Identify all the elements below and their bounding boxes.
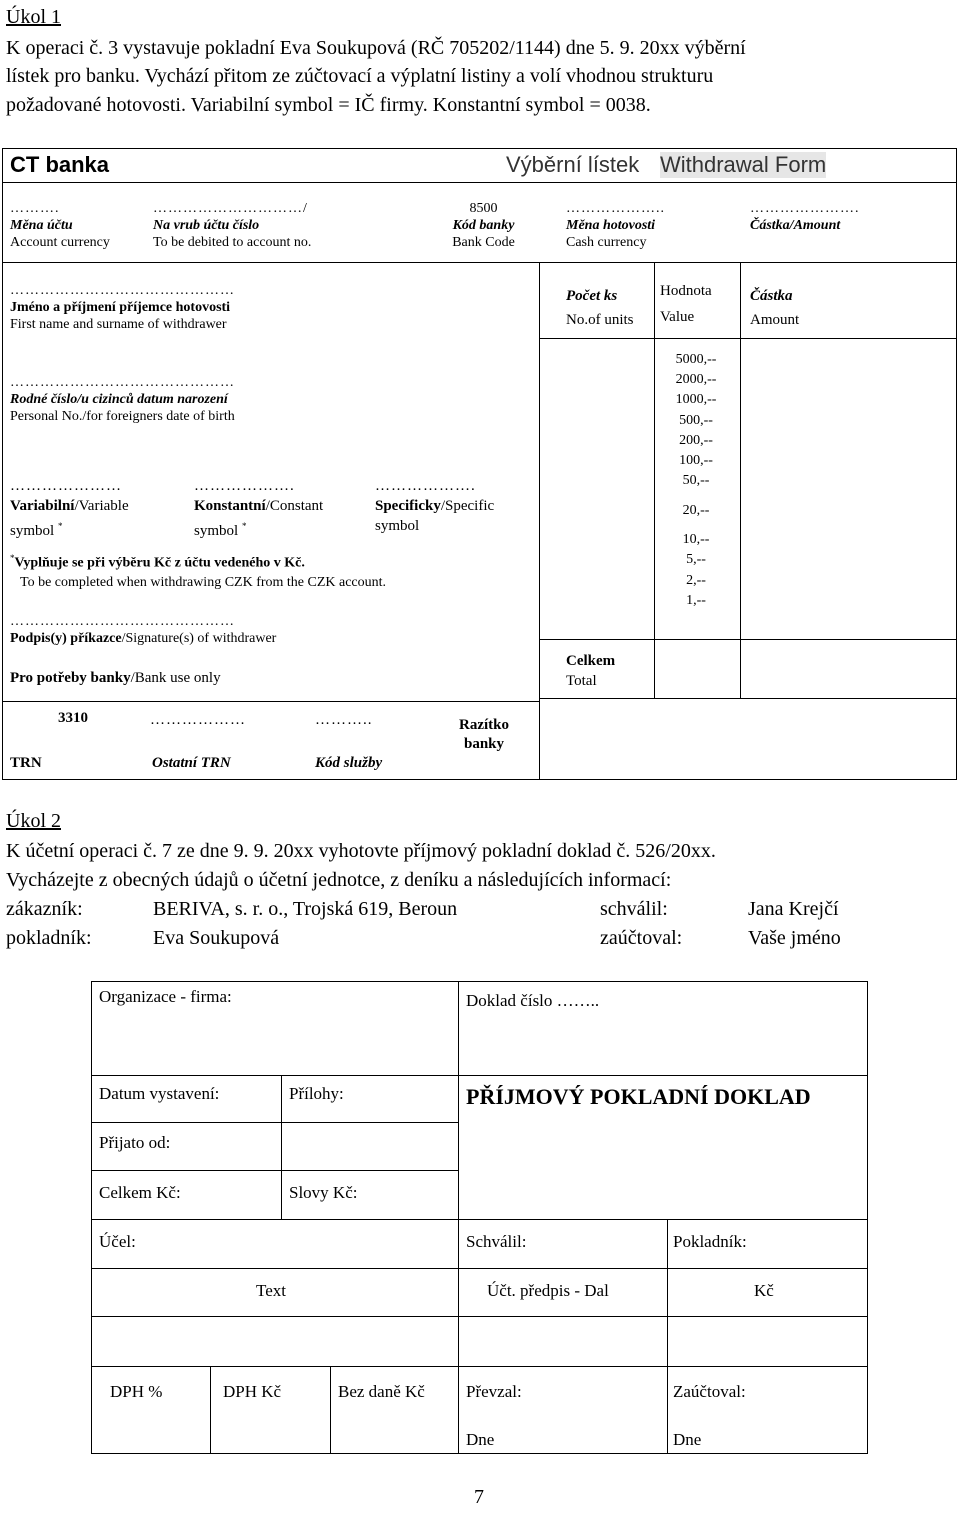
denomination: 1000,-- [675, 392, 717, 407]
denomination: 20,-- [682, 503, 710, 518]
receipt-title: PŘÍJMOVÝ POKLADNÍ DOKLAD [466, 1084, 811, 1109]
cashier-label: pokladník: [6, 927, 92, 949]
approved-label: Schválil: [466, 1232, 527, 1251]
constant-symbol-label-en: /Constant [265, 498, 324, 514]
value-header-cz: Hodnota [660, 283, 712, 299]
divider [91, 1122, 458, 1123]
signature-field[interactable] [10, 613, 276, 647]
placeholder-dots: ……………………………………… [10, 614, 235, 629]
issue-date-label: Datum vystavení: [99, 1084, 220, 1103]
denomination: 200,-- [679, 433, 713, 448]
received-from-label: Přijato od: [99, 1133, 171, 1152]
placeholder-dots: ………………. [375, 478, 476, 494]
bank-name: CT banka [10, 152, 110, 177]
cash-currency-label: Měna hotovosti [566, 218, 656, 233]
bank-use-en: /Bank use only [130, 670, 221, 686]
divider [91, 1170, 458, 1171]
divider [2, 262, 957, 263]
placeholder-dots: ……………….. [566, 201, 665, 216]
divider [667, 1219, 668, 1454]
in-words-label: Slovy Kč: [289, 1183, 358, 1202]
value-header-en: Value [660, 309, 695, 325]
posted-value: Vaše jméno [748, 927, 841, 949]
value-header [660, 278, 712, 330]
specific-symbol-field[interactable] [375, 476, 494, 536]
debit-account-label: Na vrub účtu číslo [153, 218, 260, 233]
vat-percent-label: DPH % [110, 1382, 163, 1401]
variable-symbol-label-en: /Variable [74, 498, 129, 514]
task2-line: Vycházejte z obecných údajů o účetní jednotce, z deníku a následujících informací: [6, 869, 672, 891]
symbol-word: symbol [10, 523, 55, 539]
divider [210, 1366, 211, 1454]
bank-code-value: 8500 [469, 201, 498, 216]
total-czk-label: Celkem Kč: [99, 1183, 181, 1202]
cash-currency-field[interactable] [566, 200, 665, 251]
personal-no-label: Rodné číslo/u cizinců datum narození [10, 392, 228, 407]
bank-code-field [436, 200, 531, 251]
specific-symbol-label-en: /Specific [440, 498, 495, 514]
date-label: Dne [466, 1430, 495, 1449]
account-currency-label-en: Account currency [10, 235, 110, 250]
divider [539, 698, 957, 699]
placeholder-dots: ………. [10, 201, 60, 216]
customer-label: zákazník: [6, 898, 83, 920]
constant-symbol-field[interactable] [194, 476, 323, 541]
debit-account-field[interactable] [153, 200, 311, 251]
amount-field[interactable] [750, 200, 860, 234]
divider [281, 1170, 282, 1219]
divider [91, 1316, 868, 1317]
count-header-cz: Počet ks [566, 288, 618, 304]
form-title-en: Withdrawal Form [660, 152, 827, 177]
cashier-label: Pokladník: [673, 1232, 747, 1251]
withdrawer-name-label: Jméno a příjmení příjemce hotovosti [10, 300, 231, 315]
denomination: 50,-- [682, 473, 710, 488]
divider [2, 701, 539, 702]
divider [91, 1366, 868, 1367]
signature-label: Podpis(y) příkazce [10, 631, 122, 646]
divider [539, 262, 540, 780]
personal-no-label-en: Personal No./for foreigners date of birth [10, 409, 235, 424]
task2-line: K účetní operaci č. 7 ze dne 9. 9. 20xx vyhotovte příjmový pokladní doklad č. 526/20xx. [6, 840, 716, 862]
date-label: Dne [673, 1430, 702, 1449]
divider [91, 1075, 868, 1076]
posted-label: zaúčtoval: [600, 927, 683, 949]
debit-account-label-en: To be debited to account no. [153, 235, 312, 250]
placeholder-dots: ………………… [10, 478, 122, 494]
bank-use-label [10, 670, 221, 687]
organization-label: Organizace - firma: [99, 987, 232, 1006]
denomination: 100,-- [679, 453, 713, 468]
divider [91, 1268, 868, 1269]
variable-symbol-field[interactable] [10, 476, 129, 541]
withdrawer-name-label-en: First name and surname of withdrawer [10, 317, 227, 332]
other-trn-label: Ostatní TRN [152, 755, 231, 771]
total-en: Total [566, 673, 597, 689]
constant-symbol-label: Konstantní [194, 498, 266, 514]
signature-label-en: /Signature(s) of withdrawer [121, 631, 277, 646]
variable-symbol-label: Variabilní [10, 498, 75, 514]
count-header-en: No.of units [566, 312, 634, 328]
stamp-line: Razítko [459, 717, 509, 733]
doc-number-label: Doklad číslo …….. [466, 991, 600, 1010]
task1-heading: Úkol 1 [6, 6, 61, 28]
footnote-en: To be completed when withdrawing CZK from the CZK account. [20, 574, 387, 590]
denomination: 10,-- [682, 532, 710, 547]
total-cz: Celkem [566, 653, 616, 669]
denomination: 1,-- [686, 593, 706, 608]
trn-value: 3310 [58, 710, 88, 726]
divider [2, 182, 957, 183]
taken-over-label: Převzal: [466, 1382, 522, 1401]
footnote-star: * [241, 521, 247, 531]
placeholder-dots: ……………………………………… [10, 283, 235, 298]
withdrawer-name-field[interactable] [10, 282, 235, 333]
placeholder-dots: …………………. [750, 201, 860, 216]
divider [91, 1219, 868, 1220]
placeholder-dots: ………………. [194, 478, 295, 494]
bank-stamp [444, 716, 524, 754]
amount-header-cz: Částka [750, 288, 793, 304]
denomination: 5000,-- [675, 352, 717, 367]
column-account-entry: Účt. předpis - Dal [487, 1281, 609, 1300]
divider [330, 1366, 331, 1454]
cashier-value: Eva Soukupová [153, 927, 280, 949]
footnote-cz: Vyplňuje se při výběru Kč z účtu vedeného v Kč. [14, 555, 305, 571]
approved-value: Jana Krejčí [748, 898, 839, 920]
bank-code-label: Kód banky [452, 218, 515, 233]
column-text: Text [256, 1281, 286, 1300]
page-number: 7 [474, 1486, 484, 1508]
task1-line: lístek pro banku. Vychází přitom ze zúčtovací a výplatní listiny a volí vhodnou strukturu [6, 65, 714, 87]
trn-label: TRN [10, 755, 42, 771]
account-currency-field[interactable] [10, 200, 110, 251]
column-czk: Kč [754, 1281, 774, 1300]
denomination: 500,-- [679, 413, 713, 428]
denomination: 2000,-- [675, 372, 717, 387]
amount-header [750, 284, 799, 332]
service-code-dots[interactable]: ……….. [315, 712, 373, 728]
footnote [10, 550, 386, 591]
cash-currency-label-en: Cash currency [566, 235, 647, 250]
specific-symbol-label: Specificky [375, 498, 441, 514]
amount-label: Částka/Amount [750, 218, 841, 233]
without-vat-label: Bez daně Kč [338, 1382, 425, 1401]
symbol-word: symbol [375, 518, 420, 534]
footnote-star: * [10, 553, 15, 563]
purpose-label: Účel: [99, 1232, 136, 1251]
account-currency-label: Měna účtu [10, 218, 73, 233]
amount-header-en: Amount [750, 312, 800, 328]
approved-label: schválil: [600, 898, 668, 920]
task1-line: požadované hotovosti. Variabilní symbol = IČ firmy. Konstantní symbol = 0038. [6, 94, 651, 116]
attachments-label: Přílohy: [289, 1084, 344, 1103]
personal-no-field[interactable] [10, 374, 235, 425]
vat-czk-label: DPH Kč [223, 1382, 282, 1401]
divider [539, 338, 957, 339]
total-label [566, 651, 615, 691]
divider [281, 1075, 282, 1170]
denomination: 5,-- [686, 552, 706, 567]
denomination: 2,-- [686, 573, 706, 588]
task2-heading: Úkol 2 [6, 810, 61, 832]
divider [539, 639, 957, 640]
stamp-line: banky [463, 736, 505, 752]
service-code-label: Kód služby [315, 755, 383, 771]
bank-use-cz: Pro potřeby banky [10, 670, 131, 686]
customer-value: BERIVA, s. r. o., Trojská 619, Beroun [153, 898, 458, 920]
posted-label: Zaúčtoval: [673, 1382, 746, 1401]
divider [458, 981, 459, 1454]
symbol-word: symbol [194, 523, 239, 539]
count-header [566, 284, 634, 332]
bank-code-label-en: Bank Code [452, 235, 515, 250]
other-trn-dots[interactable]: ……………… [150, 712, 246, 728]
form-title-cz: Výběrní lístek [506, 152, 640, 177]
placeholder-dots: ……………………………………… [10, 375, 235, 390]
placeholder-dots: …………………………/ [153, 201, 308, 216]
footnote-star: * [57, 521, 63, 531]
task1-line: K operaci č. 3 vystavuje pokladní Eva Soukupová (RČ 705202/1144) dne 5. 9. 20xx výběrní [6, 37, 746, 59]
